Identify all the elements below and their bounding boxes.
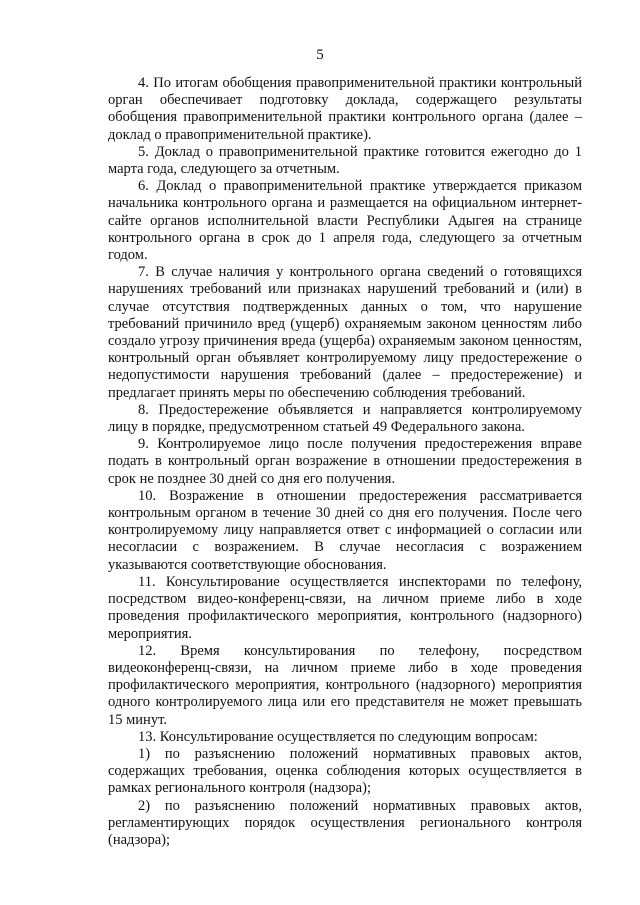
paragraph-5: 5. Доклад о правоприменительной практике готовится ежегодно до 1 марта года, следующего за отчетным. xyxy=(108,143,582,178)
paragraph-12: 12. Время консультирования по телефону, посредством видеоконференц-связи, на личном приеме либо в ходе проведения профилактического мероприятия, контрольного (надзорного) мероприятия одного контролируемого лица или его представителя не может превышать 15 минут. xyxy=(108,642,582,728)
paragraph-8: 8. Предостережение объявляется и направляется контролируемому лицу в порядке, предусмотренном статьей 49 Федерального закона. xyxy=(108,401,582,436)
paragraph-6: 6. Доклад о правоприменительной практике утверждается приказом начальника контрольного органа и размещается на официальном интернет-сайте органов исполнительной власти Республики Адыгея на странице контрольного органа в срок до 1 апреля года, следующего за отчетным годом. xyxy=(108,178,582,264)
paragraph-9: 9. Контролируемое лицо после получения предостережения вправе подать в контрольный орган возражение в отношении предостережения в срок не позднее 30 дней со дня его получения. xyxy=(108,436,582,487)
page-number: 5 xyxy=(316,47,324,63)
list-item-1: 1) по разъяснению положений нормативных правовых актов, содержащих требования, оценка соблюдения которых осуществляется в рамках регионального контроля (надзора); xyxy=(108,745,582,797)
paragraph-11: 11. Консультирование осуществляется инспекторами по телефону, посредством видео-конференц-связи, на личном приеме либо в ходе проведения профилактического мероприятия, контрольного (надзорного) мероприятия. xyxy=(108,573,582,642)
list-item-2: 2) по разъяснению положений нормативных правовых актов, регламентирующих порядок осуществления регионального контроля (надзора); xyxy=(108,797,582,848)
document-body xyxy=(108,75,582,849)
paragraph-13: 13. Консультирование осуществляется по следующим вопросам: xyxy=(138,728,538,745)
paragraph-7: 7. В случае наличия у контрольного органа сведений о готовящихся нарушениях требований или признаках нарушений требований и (или) в случае отсутствия подтвержденных данных о том, что нарушение требований причинило вред (ущерб) охраняемым законом ценностям либо создало угрозу причинения вреда (ущерба) охраняемым законом ценностям, контрольный орган объявляет контролируемому лицу предостережение о недопустимости нарушения требований (далее – предостережение) и предлагает принять меры по обеспечению соблюдения требований. xyxy=(108,264,582,401)
paragraph-10: 10. Возражение в отношении предостережения рассматривается контрольным органом в течение 30 дней со дня его получения. После чего контролируемому лицу направляется ответ с информацией о согласии или несогласии с возражением. В случае несогласия с возражением указываются соответствующие обоснования. xyxy=(108,487,582,573)
paragraph-4: 4. По итогам обобщения правоприменительной практики контрольный орган обеспечивает подготовку доклада, содержащего результаты обобщения правоприменительной практики контрольного органа (далее – доклад о правоприменительной практике). xyxy=(108,75,582,143)
